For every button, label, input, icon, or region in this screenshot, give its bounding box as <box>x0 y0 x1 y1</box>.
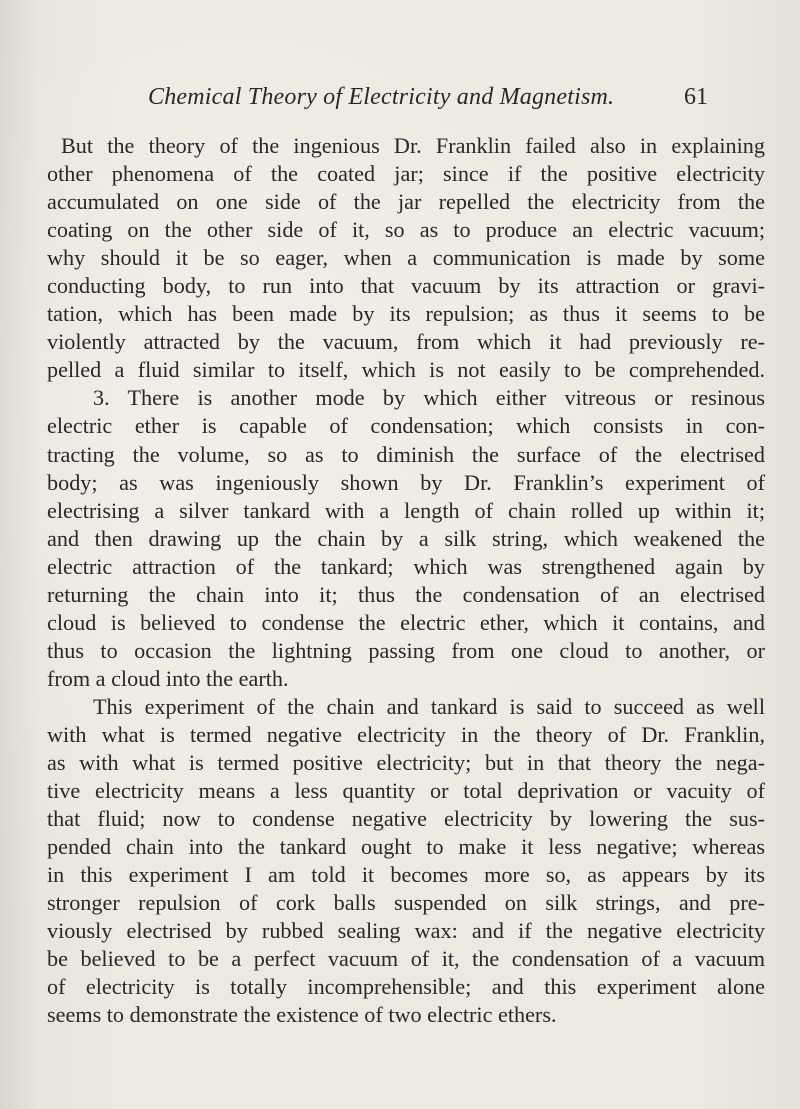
text-line: that fluid; now to condense negative electricity by lowering the sus- <box>47 806 765 832</box>
text-line: in this experiment I am told it becomes more so, as appears by its <box>47 862 765 888</box>
text-line: other phenomena of the coated jar; since if the positive electricity <box>47 161 765 187</box>
text-line: tation, which has been made by its repulsion; as thus it seems to be <box>47 301 765 327</box>
text-line: electric ether is capable of condensation; which consists in con- <box>47 413 765 439</box>
text-line: as with what is termed positive electricity; but in that theory the nega- <box>47 750 765 776</box>
running-title: Chemical Theory of Electricity and Magnetism. <box>148 84 615 110</box>
text-line: cloud is believed to condense the electric ether, which it contains, and <box>47 609 765 635</box>
text-line: conducting body, to run into that vacuum by its attraction or gravi- <box>47 273 765 299</box>
body-text <box>47 132 765 1030</box>
text-line: This experiment of the chain and tankard is said to succeed as well <box>93 693 765 719</box>
text-line: tracting the volume, so as to diminish the surface of the electrised <box>47 441 765 467</box>
text-line: from a cloud into the earth. <box>47 665 289 691</box>
text-line: But the theory of the ingenious Dr. Franklin failed also in explaining <box>61 133 765 158</box>
text-line: pelled a fluid similar to itself, which is not easily to be comprehended. <box>47 357 765 383</box>
text-line: electric attraction of the tankard; which was strengthened again by <box>47 553 765 579</box>
text-line: electrising a silver tankard with a length of chain rolled up within it; <box>47 497 765 523</box>
text-line: accumulated on one side of the jar repelled the electricity from the <box>47 189 765 215</box>
text-line: why should it be so eager, when a communication is made by some <box>47 245 765 271</box>
text-line: pended chain into the tankard ought to make it less negative; whereas <box>47 834 765 860</box>
text-line: violently attracted by the vacuum, from which it had previously re- <box>47 329 765 355</box>
text-line: returning the chain into it; thus the condensation of an electrised <box>47 581 765 607</box>
text-line: thus to occasion the lightning passing from one cloud to another, or <box>47 637 765 663</box>
text-line: coating on the other side of it, so as to produce an electric vacuum; <box>47 217 765 243</box>
text-line: with what is termed negative electricity in the theory of Dr. Franklin, <box>47 721 765 747</box>
page-number: 61 <box>684 84 708 110</box>
text-line: seems to demonstrate the existence of two electric ethers. <box>47 1002 557 1028</box>
text-line: viously electrised by rubbed sealing wax: and if the negative electricity <box>47 918 765 944</box>
text-line: and then drawing up the chain by a silk string, which weakened the <box>47 525 765 551</box>
text-line: body; as was ingeniously shown by Dr. Franklin’s experiment of <box>47 469 765 495</box>
text-line: stronger repulsion of cork balls suspended on silk strings, and pre- <box>47 890 765 916</box>
text-line: be believed to be a perfect vacuum of it, the condensation of a vacuum <box>47 946 765 972</box>
page-header <box>148 84 708 124</box>
text-line: tive electricity means a less quantity or total deprivation or vacuity of <box>47 778 765 804</box>
text-line: 3. There is another mode by which either vitreous or resinous <box>93 385 765 411</box>
text-line: of electricity is totally incomprehensible; and this experiment alone <box>47 974 765 1000</box>
